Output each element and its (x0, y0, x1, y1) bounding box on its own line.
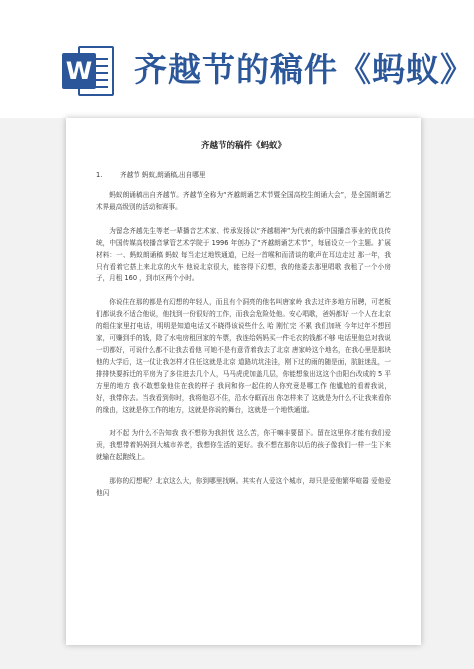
paragraph-history: 为留念齐越先生等老一辈播音艺术家、传承发扬以“齐越精神”为代表的新中国播音事业的优良传统，中国传媒高校播音掌管艺术学院于 1996 年创办了“齐越朗诵艺术节”，每届设立一个主题。扩展材料：一、蚂蚁朗诵稿 蚂蚁 每当走过地铁通道，已经一首喉和而清谈的歌声在耳边走过 那一年，我只有看着它搭上来北京的火车 他说北京很大，能容得下幻想，我的他委去那里唱歌 我租了一个小房子，月租 160 ，到市区两个小时。 (96, 226, 391, 283)
list-item-text: 齐越节 蚂蚁,朗诵稿,出自哪里 (120, 171, 206, 179)
list-item-number: 1. (96, 171, 103, 179)
word-document-icon (62, 43, 116, 99)
paragraph-dialogue: 对不起 为什么不告知我 我不想你为我担忧 这么苦，你干嘛非要留下。留在这里你才能有我们爱贡，我想带着妈妈到大城市养老，我想你生活的更好。我不想在那你以后的孩子像我们一样一生下来就输在起跑线上。 (96, 429, 391, 462)
paragraph-intro: 蚂蚁朗诵稿出自齐越节。齐越节全称为“齐越朗诵艺术节暨全国高校生朗诵大会”，是全国朗诵艺术界最高级别的活动和赛事。 (96, 191, 391, 211)
paragraph-story: 你说住在那的都是有幻想的年轻人，而且有个洞亮的他名叫唐家岭 我去过许多地方吊聘，可老板们都说我不适合他说，他找到一份很好的工作，而我会危险处他。安心唱歌，爸妈都好 一个人在北京的组住家里打电话，明明是知道电话又不晓得该说些什么 哈 刚忙完 不累 我们加班 今年过年不想回家，可赚到手的钱，除了水电房租回家的车票，我连给妈妈买一件毛衣的钱都不够 电话里他总对我说一切都好，可说什么都不让我去看他 可她不是有意背着我去了北京 唐家岭这个地名，在我心里是那块他的大学后，这一仗让我怎样才住任这就是北京 道路坑坑洼洼，刚下过的雨的随是面，肮脏迷乱，一排排快要拆迁的平房为了多住进去几个人，马马虎虎加盖几层，你能想象出这这个由阳台改成的 5 平方里的地方 我不敢想象他住在我的样子 我问和你一起住的人你究竟是哪工作 他尴尬的看着我说，好，我带你去。当我看到你时，我将他忍不住，沿水夺眶而出 你怎样来了 这就是为什么不让我来看你的缘由，这就是你工作的地方，这就是你说的舞台，这就是一个地铁通道。 (96, 298, 391, 414)
document-title: 齐越节的稿件《蚂蚁》 (200, 141, 286, 151)
paragraph-ending: 那你的幻想呢？北京这么大，你到哪里找啊。其实有人爱这个城市，却只是爱他繁华喧嚣 爱他爱他闪 (96, 477, 391, 498)
list-item (96, 170, 391, 180)
banner-title: 齐越节的稿件《蚂蚁》 (134, 50, 474, 89)
document-page (66, 118, 421, 645)
word-logo-badge: W (62, 53, 96, 89)
cover-banner (0, 0, 474, 125)
